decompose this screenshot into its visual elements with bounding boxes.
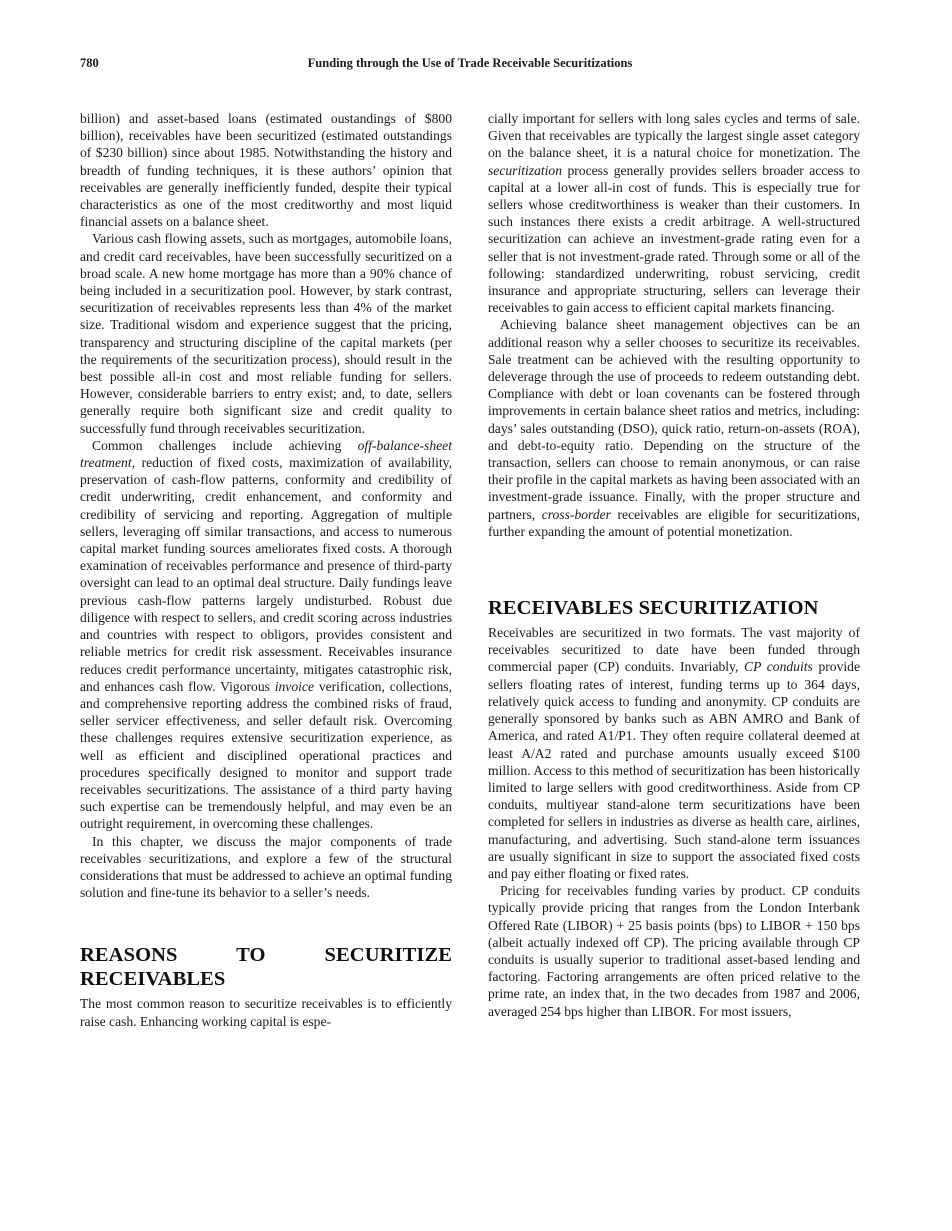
left-column — [80, 110, 452, 1030]
text-run: provide sellers floating rates of interest, funding terms up to 364 days, relatively quick access to funding and anonymity. CP conduits are generally sponsored by banks such as ABN AMRO and Bank of America, and rated A1/P1. They often require collateral deemed at least A/A2 rated and purchase amounts usually exceed $100 million. Access to this method of securitization has been historically limited to large sellers with good creditworthiness. Aside from CP conduits, multiyear stand-alone term securitizations have been completed for sellers in industries as diverse as health care, airlines, manufacturing, and advertising. Such stand-alone term issuances are usually significant in size to support the associated fixed costs and pay either floating or fixed rates. — [488, 659, 860, 881]
text-run: process generally provides sellers broader access to capital at a lower all-in cost of funds. This is especially true for sellers whose creditworthiness is weaker than their customers. In such instances there exists a credit arbitrage. A well-structured securitization can achieve an investment-grade rating even for a seller that is not investment-grade rated. Through some or all of the following: standardized underwriting, robust servicing, credit insurance and appropriate structuring, sellers can leverage their receivables to gain access to efficient capital markets financing. — [488, 162, 860, 316]
text-run: Common challenges include achieving — [92, 437, 358, 453]
right-paragraph-2 — [488, 316, 860, 540]
left-paragraph-4: In this chapter, we discuss the major components of trade receivables securitizations, and explore a few of the structural considerations that must be addressed to achieve an optimal funding solution and fine-tune its behavior to a seller’s needs. — [80, 833, 452, 901]
left-paragraph-3 — [80, 437, 452, 833]
running-header — [80, 56, 860, 76]
text-run: Receivables are securitized in two formats. The vast majority of receivables securitized to date have been funded through commercial paper (CP) conduits. Invariably, — [488, 625, 860, 675]
emphasis-cross-border: cross-border — [541, 506, 611, 522]
left-paragraph-2: Various cash flowing assets, such as mortgages, automobile loans, and credit card receivables, have been successfully securitized on a broad scale. A new home mortgage has more than a 90% chance of being included in a securitization pool. However, by stark contrast, securitization of receivables represents less than 4% of the market size. Traditional wisdom and experience suggest that the pricing, transparency and structuring discipline of the capital markets (per the requirements of the securitization process), should result in the best possible all-in cost and most reliable funding for sellers. However, considerable barriers to entry exist; and, to date, sellers generally require both significant size and credit quality to successfully fund through receivables securitization. — [80, 231, 452, 436]
emphasis-cp-conduits: CP conduits — [744, 659, 813, 675]
text-run: cially important for sellers with long sales cycles and terms of sale. Given that receivables are typically the largest single asset category on the balance sheet, it is a natural choice for monetization. The — [488, 111, 860, 161]
right-paragraph-3 — [488, 624, 860, 882]
text-run: Achieving balance sheet management objectives can be an additional reason why a seller chooses to securitize its receivables. Sale treatment can be achieved with the resulting opportunity to deleverage through the use of proceeds to redeem outstanding debt. Compliance with debt or loan covenants can be fostered through improvements in certain balance sheet ratios and metrics, including: days’ sales outstanding (DSO), quick ratio, return-on-assets (ROA), and debt-to-equity ratio. Depending on the structure of the transaction, sellers can choose to remain anonymous, or can raise their profile in the capital markets as having been associated with an investment-grade issuance. Finally, with the proper structure and partners, — [488, 317, 860, 522]
left-paragraph-1: billion) and asset-based loans (estimated oustandings of $800 billion), receivables have been securitized (estimated outstandings of $230 billion) since about 1985. Notwithstanding the history and breadth of funding techniques, it is these authors’ opinion that receivables are generally inefficiently funded, despite their typical characteristics as one of the most creditworthy and most liquid financial assets on a balance sheet. — [80, 111, 452, 230]
section-heading-reasons: REASONS TO SECURITIZE RECEIVABLES — [80, 944, 452, 991]
emphasis-invoice: invoice — [274, 678, 314, 694]
running-title: Funding through the Use of Trade Receivable Securitizations — [307, 56, 633, 70]
section-heading-receivables-securitization: RECEIVABLES SECURITIZATION — [488, 597, 819, 620]
text-run: receivables are eligible for securitizations, further expanding the amount of potential monetization. — [488, 506, 860, 539]
right-column — [488, 110, 860, 1020]
right-paragraph-4: Pricing for receivables funding varies by product. CP conduits typically provide pricing that ranges from the London Interbank Offered Rate (LIBOR) + 25 basis points (bps) to LIBOR + 150 bps (albeit actually indexed off CP). The pricing available through CP conduits is usually superior to traditional asset-based lending and factoring. Factoring arrangements are often priced relative to the prime rate, an index that, in the two decades from 1987 and 2006, averaged 254 bps higher than LIBOR. For most issuers, — [488, 883, 860, 1019]
text-run: verification, collections, and comprehensive reporting address the combined risks of fraud, seller servicer effectiveness, and seller default risk. Overcoming these challenges requires extensive securitization experience, as well as efficient and disciplined operational practices and procedures specifically designed to monitor and support trade receivables securitizations. The assistance of a third party having such expertise can be tremendously helpful, and may even be an outright requirement, in overcoming these challenges. — [80, 678, 452, 832]
right-paragraph-1 — [488, 110, 860, 316]
emphasis-off-balance-sheet: off-balance-sheet treatment, — [80, 437, 452, 471]
text-run: reduction of fixed costs, maximization of availability, preservation of cash-flow patterns, conformity and credibility of credit underwriting, credit enhancement, and conformity and credibility of servicing and reporting. Aggregation of multiple sellers, leveraging off similar transactions, and access to numerous capital market funding sources ameliorates fixed costs. A thorough examination of receivables performance and presence of third-party oversight can lead to an optimal deal structure. Daily fundings leave previous cash-flow patterns largely undisturbed. Robust due diligence with respect to sellers, and credit scoring across industries and countries with respect to obligors, provides consistent and reliable metrics for credit risk assessment. Receivables insurance reduces credit performance uncertainty, mitigates catastrophic risk, and enhances cash flow. Vigorous — [80, 455, 452, 694]
left-paragraph-5: The most common reason to securitize receivables is to efficiently raise cash. Enhancing working capital is espe- — [80, 996, 452, 1029]
page-number: 780 — [80, 56, 99, 70]
emphasis-securitization: securitization — [488, 162, 563, 178]
